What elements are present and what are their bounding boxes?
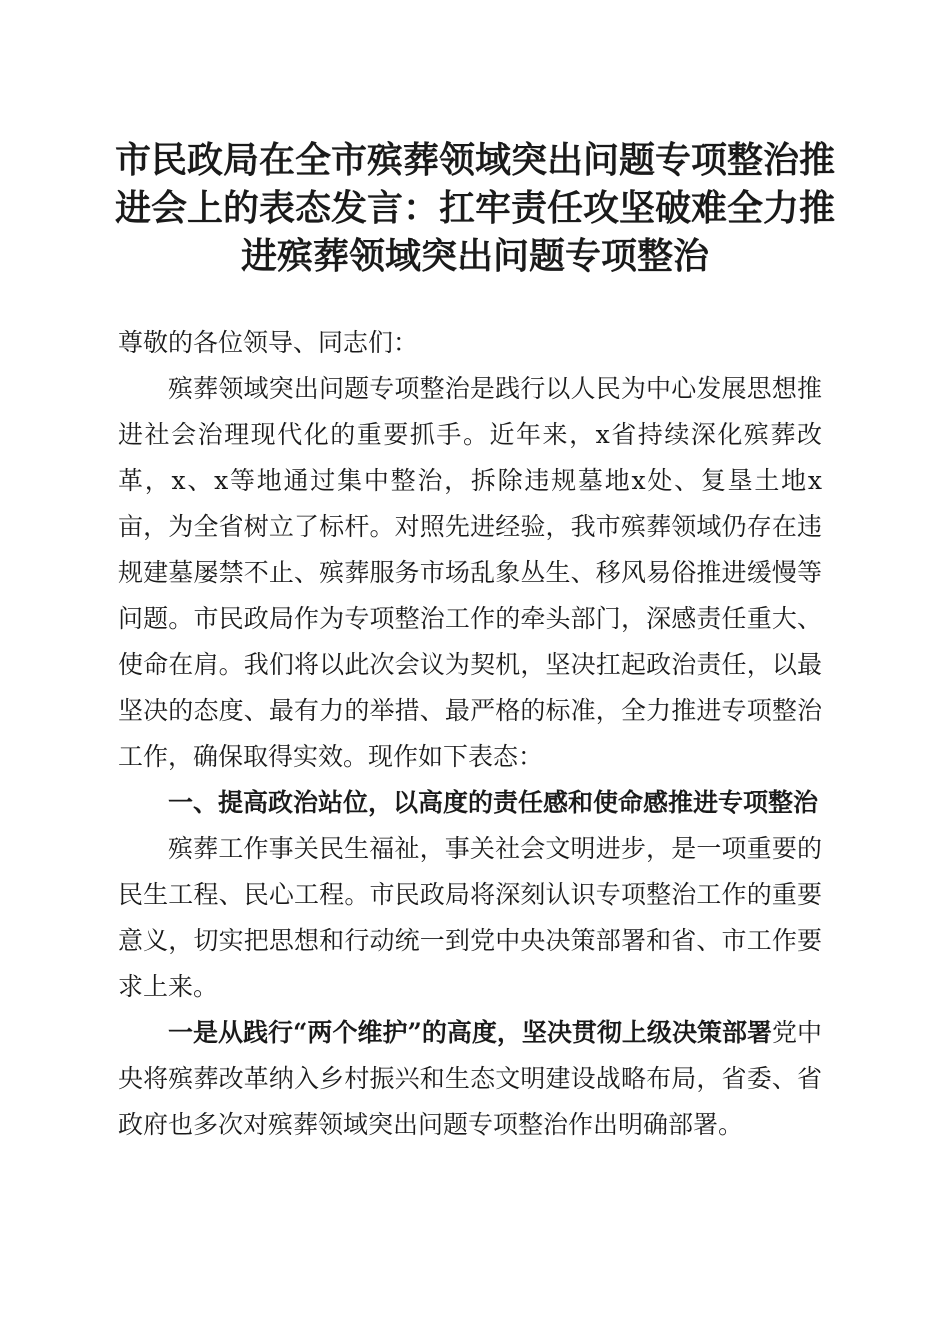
point-one-text: 党中央将殡葬改革纳入乡村振兴和生态文明建设战略布局，省委、省政府也多次对殡葬领域突出问题专项整治作出明确部署。 bbox=[118, 1018, 822, 1139]
point-one-lead: 一是从践行“两个维护”的高度，坚决贯彻上级决策部署 bbox=[168, 1018, 772, 1047]
intro-paragraph: 殡葬领域突出问题专项整治是践行以人民为中心发展思想推进社会治理现代化的重要抓手。近年来，x省持续深化殡葬改革，x、x等地通过集中整治，拆除违规墓地x处、复垦土地x亩，为全省树立了标杆。对照先进经验，我市殡葬领域仍存在违规建墓屡禁不止、殡葬服务市场乱象丛生、移风易俗推进缓慢等问题。市民政局作为专项整治工作的牵头部门，深感责任重大、使命在肩。我们将以此次会议为契机，坚决扛起政治责任，以最坚决的态度、最有力的举措、最严格的标准，全力推进专项整治工作，确保取得实效。现作如下表态： bbox=[118, 374, 822, 771]
document-title: 市民政局在全市殡葬领域突出问题专项整治推进会上的表态发言：扛牢责任攻坚破难全力推进殡葬领域突出问题专项整治 bbox=[114, 139, 835, 277]
point-one-paragraph bbox=[118, 1010, 822, 1148]
document-body bbox=[118, 320, 822, 1148]
section-heading-one: 一、提高政治站位，以高度的责任感和使命感推进专项整治 bbox=[168, 788, 819, 817]
salutation: 尊敬的各位领导、同志们： bbox=[118, 328, 419, 357]
section-one-paragraph: 殡葬工作事关民生福祉，事关社会文明进步，是一项重要的民生工程、民心工程。市民政局将深刻认识专项整治工作的重要意义，切实把思想和行动统一到党中央决策部署和省、市工作要求上来。 bbox=[118, 834, 822, 1001]
